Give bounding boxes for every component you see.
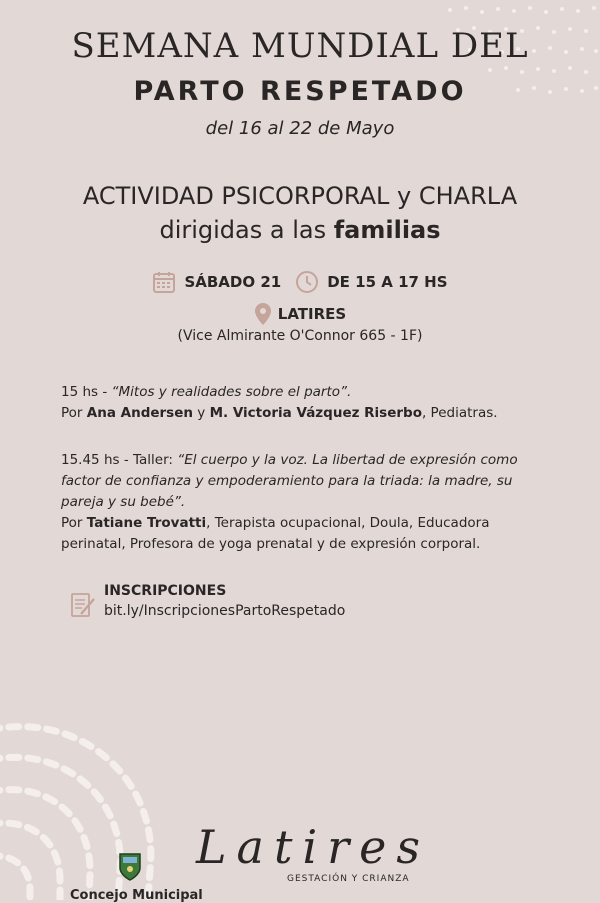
activity-joiner: y: [389, 182, 419, 210]
concejo-municipal: Concejo Municipal: [70, 888, 203, 903]
talk-1-joiner: y: [192, 405, 210, 421]
audience-families: familias: [333, 216, 441, 244]
registration-title: INSCRIPCIONES: [104, 583, 227, 599]
calendar-icon: [152, 270, 176, 294]
location-pin-icon: [254, 302, 272, 326]
activity-name: ACTIVIDAD PSICORPORAL: [82, 182, 390, 210]
municipal-shield-icon: [118, 852, 142, 882]
talk-2-speaker: Tatiane Trovatti: [86, 515, 207, 531]
registration-link[interactable]: bit.ly/InscripcionesPartoRespetado: [104, 603, 346, 619]
talk-1-by: Por: [61, 405, 87, 421]
title-line-1: SEMANA MUNDIAL DEL: [71, 26, 529, 66]
audience-prefix: dirigidas a las: [159, 216, 334, 244]
decorative-rings: [0, 670, 180, 900]
talk-name: CHARLA: [418, 182, 518, 210]
talk-2-by: Por: [61, 515, 87, 531]
activity-heading: [0, 182, 600, 210]
talk-1: [61, 382, 541, 424]
registration: [70, 583, 345, 619]
schedule-time: DE 15 A 17 HS: [327, 273, 448, 291]
latires-logo: Latires: [196, 820, 430, 874]
venue-address: (Vice Almirante O'Connor 665 - 1F): [177, 328, 423, 344]
talk-1-title: “Mitos y realidades sobre el parto”.: [111, 384, 352, 400]
talk-1-speaker-1: Ana Andersen: [86, 405, 193, 421]
location-row: [0, 302, 600, 326]
activity-audience: [0, 216, 600, 244]
schedule-row: [0, 270, 600, 294]
talk-1-time: 15 hs -: [61, 384, 112, 400]
schedule-day: SÁBADO 21: [184, 273, 282, 291]
form-edit-icon: [70, 591, 96, 619]
talk-2: [61, 450, 541, 555]
talk-1-speaker-2: M. Victoria Vázquez Riserbo: [209, 405, 422, 421]
latires-subtitle: GESTACIÓN Y CRIANZA: [287, 874, 410, 884]
talk-2-role: , Terapista ocupacional, Doula, Educadora perinatal, Profesora de yoga prenatal y de expresión corporal.: [61, 515, 490, 552]
talk-1-role: , Pediatras.: [421, 405, 498, 421]
title-line-2: PARTO RESPETADO: [133, 76, 467, 107]
clock-icon: [295, 270, 319, 294]
talk-2-title: “El cuerpo y la voz. La libertad de expresión como factor de confianza y empoderamiento para la triada: la madre, su pareja y su bebé”.: [61, 452, 518, 510]
talk-2-time: 15.45 hs - Taller:: [61, 452, 178, 468]
event-dates: del 16 al 22 de Mayo: [205, 118, 395, 139]
venue-name: LATIRES: [277, 305, 347, 323]
